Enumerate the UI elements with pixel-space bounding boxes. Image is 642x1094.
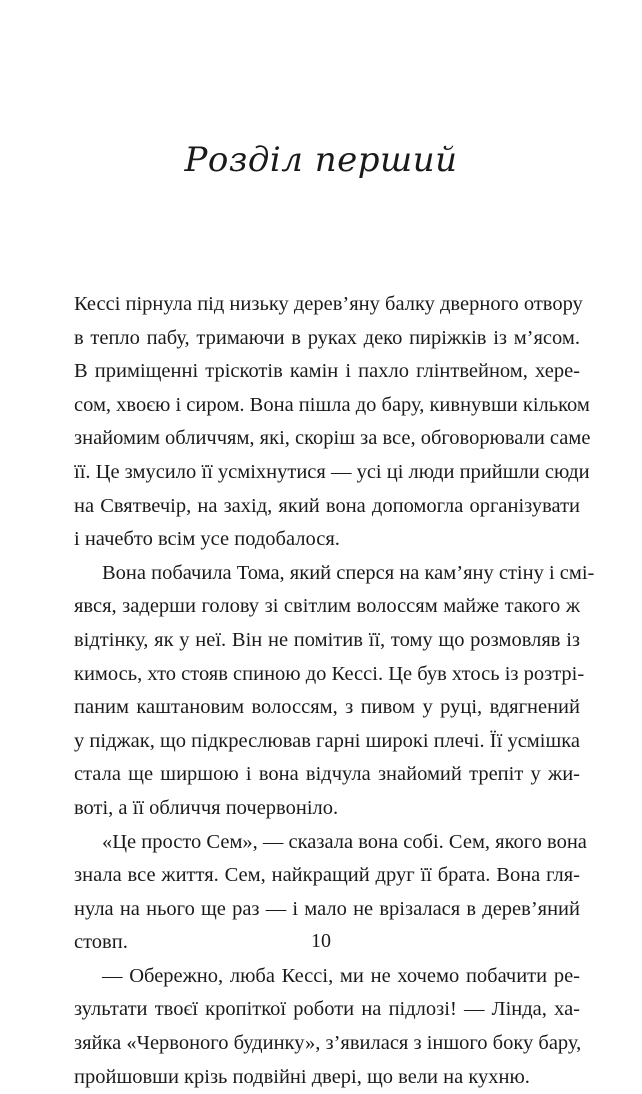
text-line: воті, а її обличчя почервоніло. bbox=[74, 796, 339, 819]
text-line: явся, задерши голову зі світлим волоссям майже такого ж bbox=[74, 595, 580, 618]
text-line: «Це просто Сем», — сказала вона собі. Сем, якого вона bbox=[102, 830, 587, 853]
text-line: знала все життя. Сем, найкращий друг її брата. Вона гля- bbox=[74, 864, 580, 887]
text-line: знайомим обличчям, які, скоріш за все, обговорювали саме bbox=[74, 427, 591, 450]
text-line: на Святвечір, на захід, який вона допомогла організувати bbox=[74, 494, 580, 517]
text-line: сом, хвоєю і сиром. Вона пішла до бару, кивнувши кільком bbox=[74, 393, 590, 416]
text-line: нула на нього ще раз — і мало не врізалася в дерев’яний bbox=[74, 897, 580, 920]
text-line: — Обережно, люба Кессі, ми не хочемо побачити ре- bbox=[102, 964, 580, 987]
body-text bbox=[74, 288, 595, 1094]
page-number: 10 bbox=[311, 930, 331, 952]
text-line: і начебто всім усе подобалося. bbox=[74, 528, 340, 551]
text-line: стовп. bbox=[74, 931, 128, 954]
text-line: Вона побачила Тома, який сперся на кам’яну стіну і смі- bbox=[102, 561, 595, 584]
text-line: відтінку, як у неї. Він не помітив її, тому що розмовляв із bbox=[74, 628, 580, 651]
text-line: В приміщенні тріскотів камін і пахло глінтвейном, хере- bbox=[74, 360, 580, 383]
text-line: у піджак, що підкреслював гарні широкі плечі. Її усмішка bbox=[74, 729, 580, 752]
chapter-title: Розділ перший bbox=[184, 140, 458, 180]
text-line: її. Це змусило її усміхнутися — усі ці люди прийшли сюди bbox=[74, 460, 590, 483]
text-line: паним каштановим волоссям, з пивом у руці, вдягнений bbox=[74, 696, 580, 719]
text-line: кимось, хто стояв спиною до Кессі. Це був хтось із розтрі- bbox=[74, 662, 585, 685]
text-line: в тепло пабу, тримаючи в руках деко пиріжків із м’ясом. bbox=[74, 326, 580, 349]
text-line: стала ще ширшою і вона відчула знайомий трепіт у жи- bbox=[74, 763, 580, 786]
text-line: зультати твоєї кропіткої роботи на підлозі! — Лінда, ха- bbox=[74, 998, 580, 1021]
text-line: Кессі пірнула під низьку дерев’яну балку дверного отвору bbox=[74, 293, 583, 315]
text-line: зяйка «Червоного будинку», з’явилася з іншого боку бару, bbox=[74, 1032, 582, 1055]
text-line: пройшовши крізь подвійні двері, що вели на кухню. bbox=[74, 1065, 530, 1088]
